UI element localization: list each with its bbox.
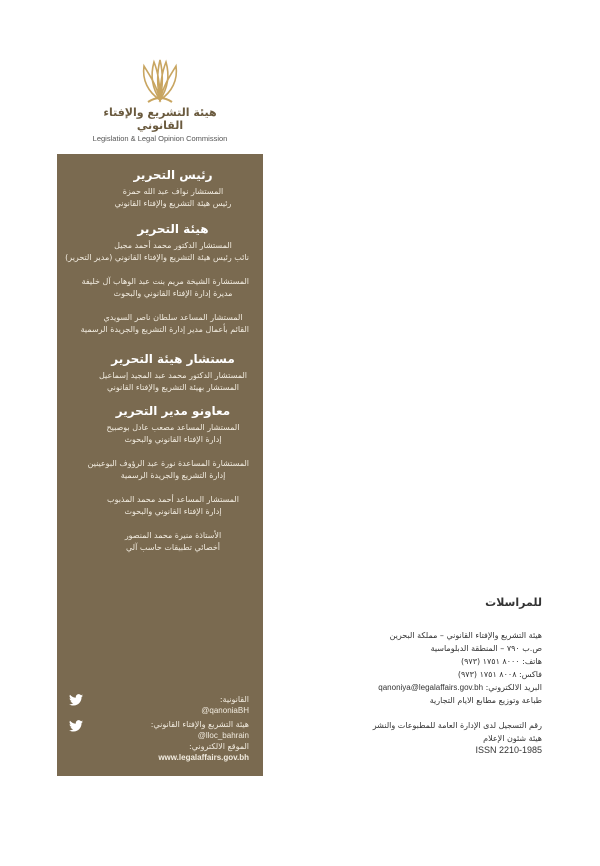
org-address: هيئة التشريع والإفتاء القانوني – مملكة البحرين xyxy=(389,631,542,640)
assistant-role: إدارة التشريع والجريدة الرسمية xyxy=(120,471,226,480)
assistants-title: معاونو مدير التحرير xyxy=(115,404,231,418)
email-link[interactable]: qanoniya@legalaffairs.gov.bh xyxy=(378,683,484,692)
logo-english-name: Legislation & Legal Opinion Commission xyxy=(92,134,228,143)
masthead-panel xyxy=(57,154,263,776)
correspondence-title: للمراسلات xyxy=(485,596,542,609)
board-member-name: المستشارة الشيخة مريم بنت عبد الوهاب آل خليفة xyxy=(81,277,249,286)
board-advisor-name: المستشار الدكتور محمد عبد المجيد إسماعيل xyxy=(98,371,248,380)
twitter-handle-link[interactable]: @qanoniaBH xyxy=(201,706,249,715)
website-link[interactable]: www.legalaffairs.gov.bh xyxy=(158,753,249,762)
assistants-section xyxy=(67,404,249,554)
assistant-name: المستشار المساعد مصعب عادل بوصبيح xyxy=(106,423,240,432)
phone-number: هاتف: ٨٠٠٠ ١٧٥١ (٩٧٣) xyxy=(460,657,542,666)
email-label: البريد الالكتروني: xyxy=(485,683,542,692)
editor-in-chief-title: رئيس التحرير xyxy=(133,168,213,182)
logo-arabic-name: هيئة التشريع والإفتاء القانوني xyxy=(103,106,217,132)
board-advisor-role: المستشار بهيئة التشريع والإفتاء القانوني xyxy=(106,383,240,392)
po-box: ص.ب ٧٩٠ – المنطقة الدبلوماسية xyxy=(430,644,542,653)
assistant-role: إدارة الإفتاء القانوني والبحوث xyxy=(124,507,222,516)
assistant-name: المستشار المساعد أحمد محمد المذبوب xyxy=(107,495,239,504)
board-member-name: المستشار المساعد سلطان ناصر السويدي xyxy=(103,313,243,322)
email-line xyxy=(292,681,542,694)
twitter-handle-link[interactable]: @lloc_bahrain xyxy=(197,731,249,740)
registration-note: رقم التسجيل لدى الإدارة العامة للمطبوعات والنشر xyxy=(372,721,542,730)
fax-number: فاكس: ٨٠٠٨ ١٧٥١ (٩٧٣) xyxy=(457,670,542,679)
board-advisor-section xyxy=(67,352,249,394)
commission-logo xyxy=(80,58,240,144)
panel-contact xyxy=(151,694,249,763)
board-member-role: القائم بأعمال مدير إدارة التشريع والجريدة الرسمية xyxy=(80,325,249,334)
board-member-role: مديرة إدارة الإفتاء القانوني والبحوث xyxy=(113,289,233,298)
board-advisor-title: مستشار هيئة التحرير xyxy=(111,352,235,366)
printing-note: طباعة وتوزيع مطابع الايام التجارية xyxy=(429,696,542,705)
correspondence-section xyxy=(292,596,542,755)
social-label: هيئة التشريع والإفتاء القانوني: xyxy=(150,720,249,729)
assistant-name: المستشارة المساعدة نورة عبد الرؤوف البوعينين xyxy=(87,459,249,468)
issn-number: ISSN 2210-1985 xyxy=(475,745,542,755)
website-label: الموقع الالكتروني: xyxy=(189,742,249,751)
lotus-emblem-icon xyxy=(138,58,182,104)
assistant-name: الأستاذة منيرة محمد المنصور xyxy=(124,531,222,540)
editor-in-chief-name: المستشار نواف عبد الله حمزة xyxy=(122,187,224,196)
social-label: القانونية: xyxy=(219,695,249,704)
registration-org: هيئة شئون الإعلام xyxy=(483,734,542,743)
editorial-board-section xyxy=(67,222,249,336)
twitter-icon[interactable] xyxy=(69,720,83,732)
editor-in-chief-section xyxy=(67,168,249,210)
assistant-role: إدارة الإفتاء القانوني والبحوث xyxy=(124,435,222,444)
twitter-icon[interactable] xyxy=(69,694,83,706)
board-member-name: المستشار الدكتور محمد أحمد مجيل xyxy=(114,241,232,250)
assistant-role: أخصائي تطبيقات حاسب آلي xyxy=(126,543,220,552)
editorial-board-title: هيئة التحرير xyxy=(137,222,209,236)
editor-in-chief-role: رئيس هيئة التشريع والإفتاء القانوني xyxy=(114,199,232,208)
board-member-role: نائب رئيس هيئة التشريع والإفتاء القانوني (مدير التحرير) xyxy=(65,253,249,262)
